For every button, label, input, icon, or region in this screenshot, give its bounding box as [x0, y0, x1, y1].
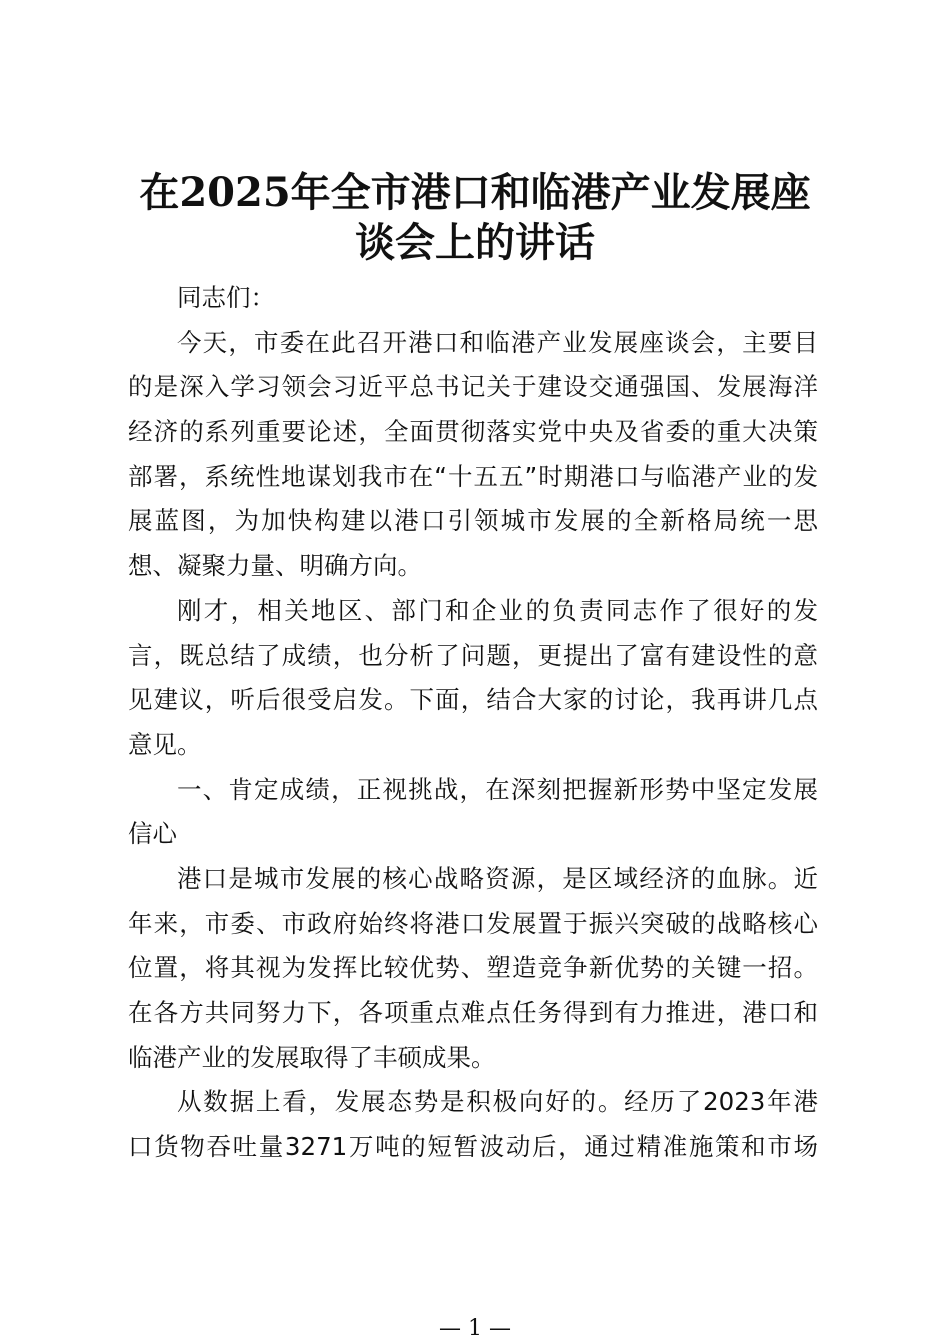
- text-line: 刚才，相关地区、部门和企业的负责同志作了很好的发: [177, 595, 818, 625]
- paragraph: [128, 276, 818, 321]
- text-line: 想、凝聚力量、明确方向。: [128, 551, 422, 581]
- text-line: 一、肯定成绩，正视挑战，在深刻把握新形势中坚定发展: [177, 774, 818, 804]
- text-line: 同志们：: [177, 283, 275, 312]
- text-line: 口货物吞吐量3271万吨的短暂波动后，通过精准施策和市场: [128, 1132, 818, 1162]
- text-line: 意见。: [128, 729, 202, 759]
- document-body: [128, 276, 818, 1170]
- text-line: 部署，系统性地谋划我市在“十五五”时期港口与临港产业的发: [128, 461, 818, 491]
- document-title-line-1: 在2025年全市港口和临港产业发展座: [139, 169, 811, 216]
- document-title-line-2: 谈会上的讲话: [355, 219, 595, 266]
- text-line: 见建议，听后很受启发。下面，结合大家的讨论，我再讲几点: [128, 685, 818, 715]
- paragraph: [128, 768, 818, 857]
- text-line: 的是深入学习领会习近平总书记关于建设交通强国、发展海洋: [128, 372, 818, 402]
- page-number: — 1 —: [439, 1316, 511, 1341]
- text-line: 经济的系列重要论述，全面贯彻落实党中央及省委的重大决策: [128, 417, 818, 447]
- text-line: 港口是城市发展的核心战略资源，是区域经济的血脉。近: [177, 863, 818, 893]
- text-line: 言，既总结了成绩，也分析了问题，更提出了富有建设性的意: [128, 640, 818, 670]
- text-line: 展蓝图，为加快构建以港口引领城市发展的全新格局统一思: [128, 506, 818, 536]
- text-line: 临港产业的发展取得了丰硕成果。: [128, 1042, 496, 1072]
- paragraph: [128, 589, 818, 768]
- text-line: 在各方共同努力下，各项重点难点任务得到有力推进，港口和: [128, 998, 818, 1027]
- paragraph: [128, 321, 818, 589]
- text-line: 今天，市委在此召开港口和临港产业发展座谈会，主要目: [177, 327, 818, 357]
- paragraph: [128, 857, 818, 1080]
- text-line: 年来，市委、市政府始终将港口发展置于振兴突破的战略核心: [128, 908, 818, 938]
- text-line: 从数据上看，发展态势是积极向好的。经历了2023年港: [177, 1087, 818, 1117]
- text-line: 位置，将其视为发挥比较优势、塑造竞争新优势的关键一招。: [128, 953, 818, 983]
- paragraph: [128, 1080, 818, 1169]
- text-line: 信心: [128, 819, 177, 849]
